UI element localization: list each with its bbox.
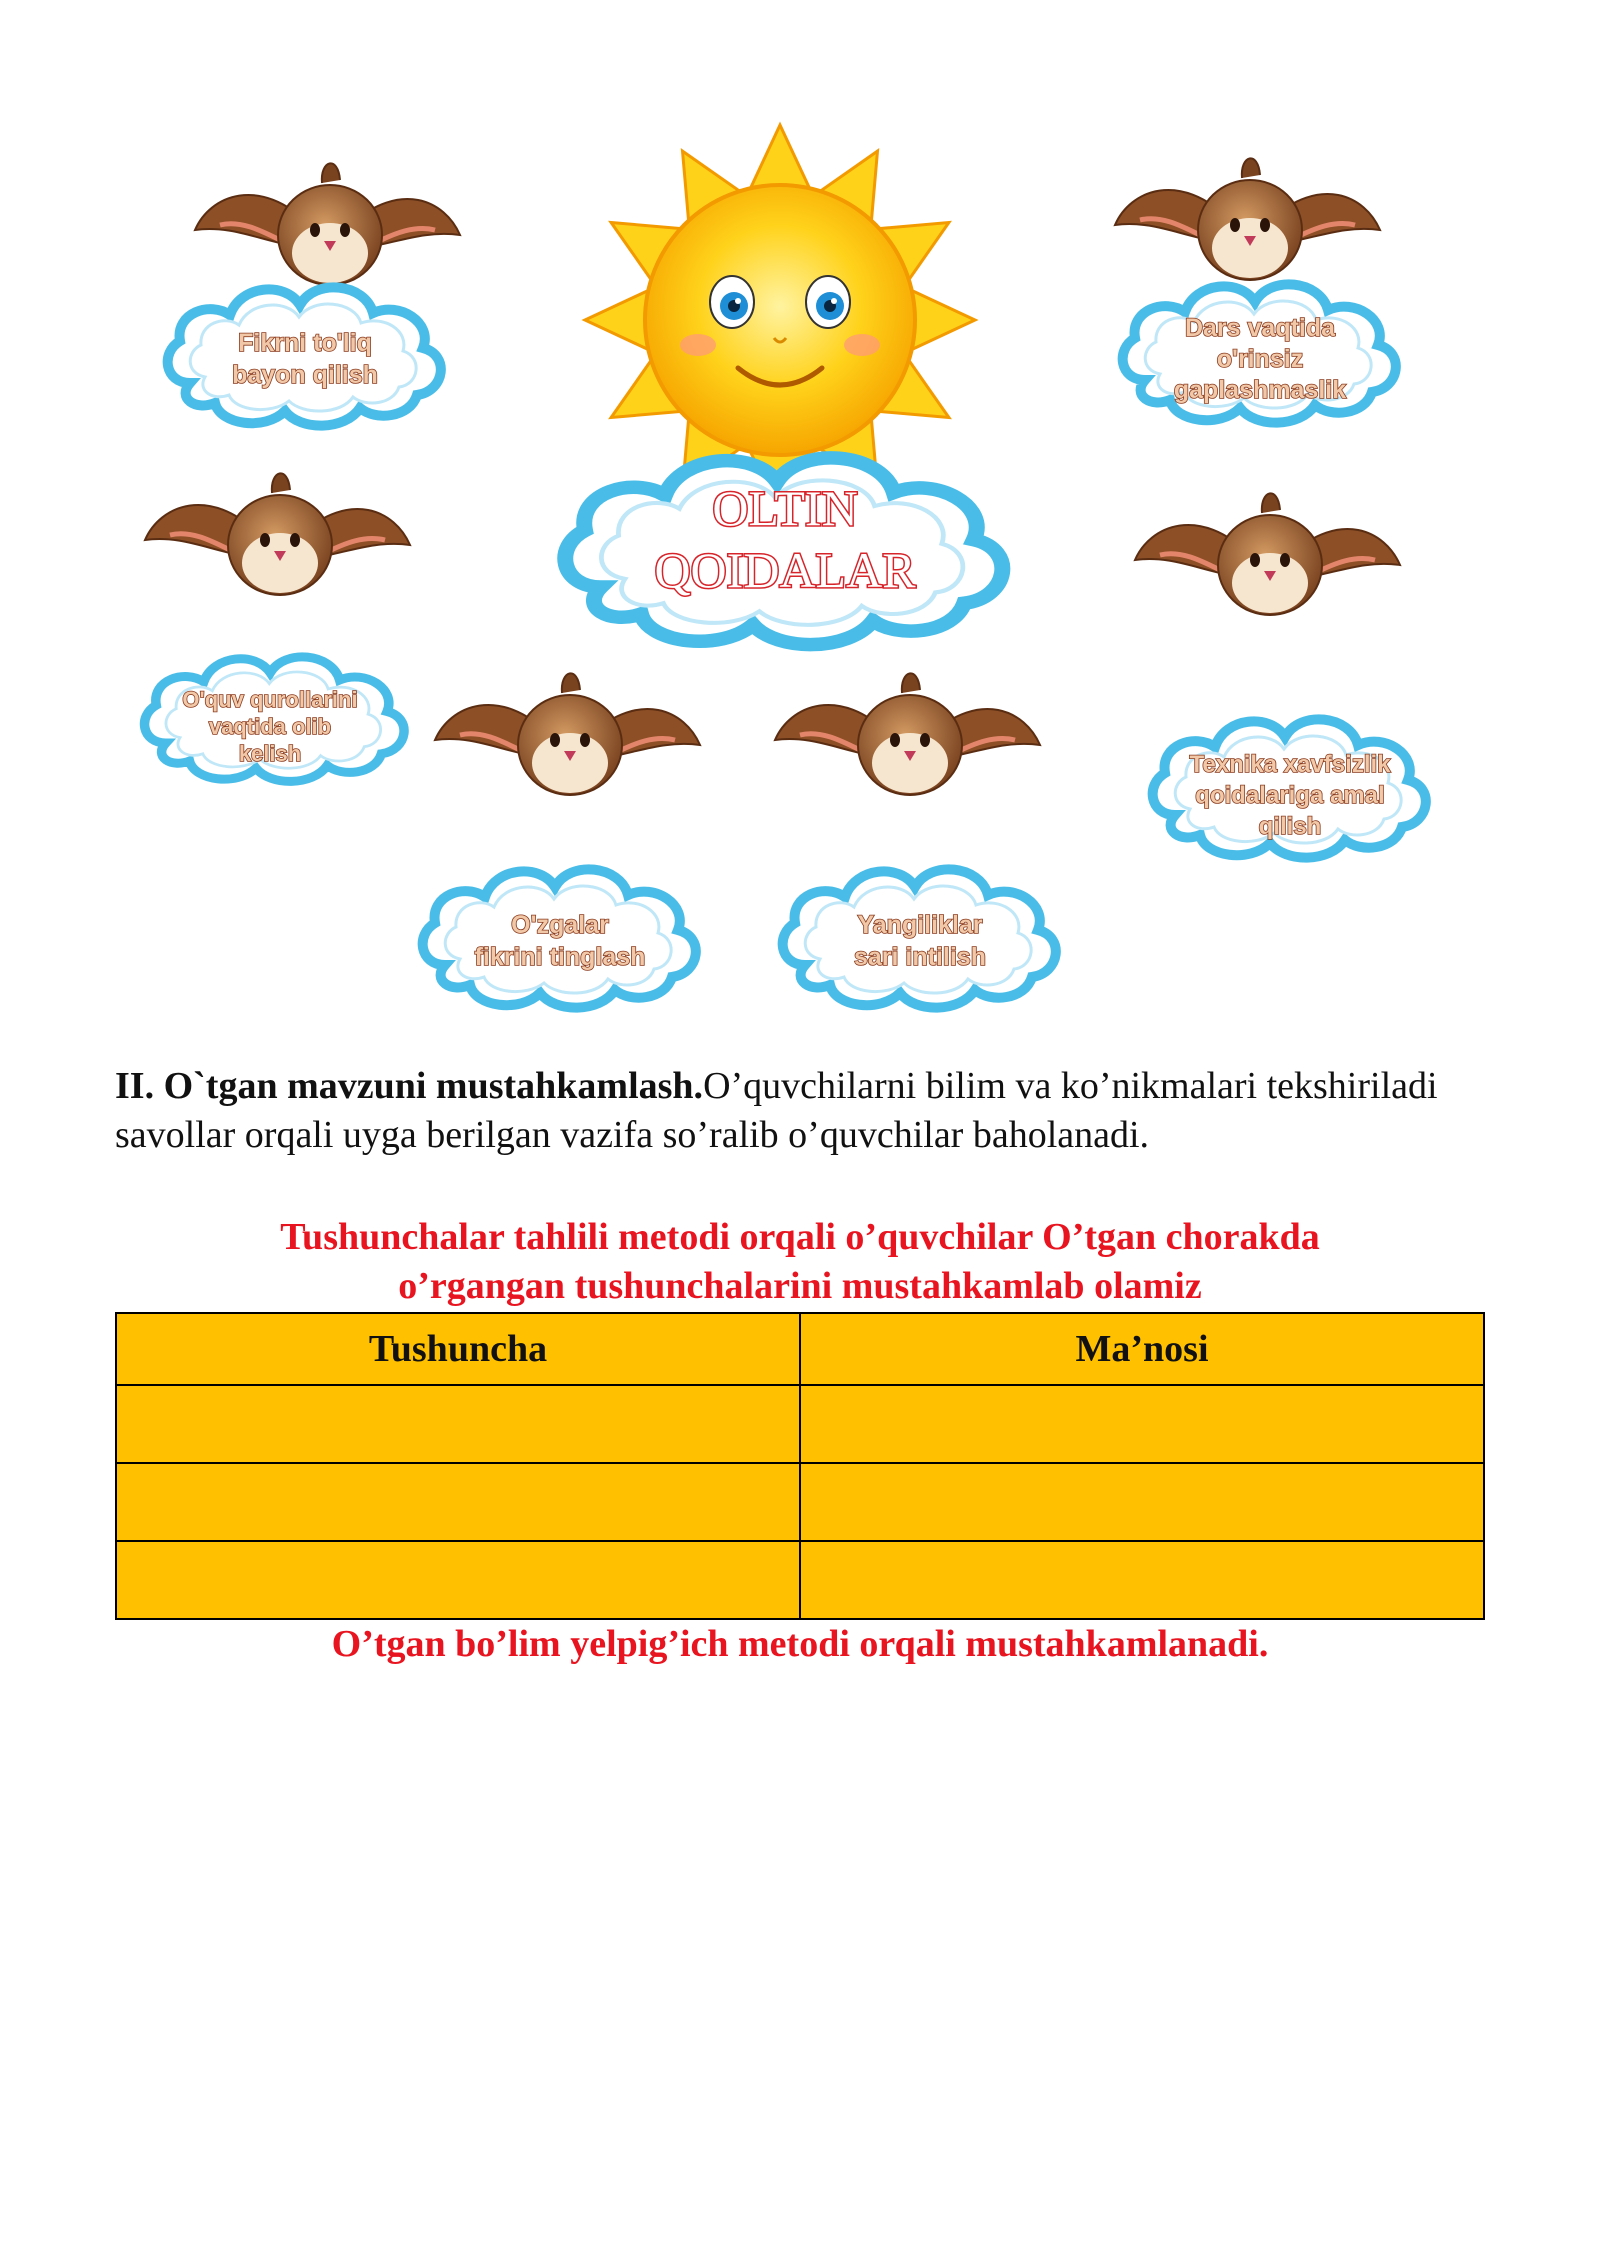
rule-5-line-2: fikrini tinglash (474, 943, 646, 971)
table-header-row (116, 1313, 1484, 1385)
section-paragraph (115, 1062, 1485, 1160)
rule-6-line-2: sari intilish (854, 943, 986, 971)
bird-5 (435, 673, 700, 795)
table-row (116, 1541, 1484, 1619)
table-cell[interactable] (116, 1463, 800, 1541)
rule-1-line-2: bayon qilish (232, 361, 378, 389)
table-cell[interactable] (800, 1463, 1484, 1541)
rule-2-line-2: o'rinsiz (1216, 345, 1304, 373)
column-header-concept: Tushuncha (116, 1313, 800, 1385)
closing-heading: O’tgan bo’lim yelpig’ich metodi orqali mustahkamlanadi. (331, 1623, 1269, 1665)
table-cell[interactable] (800, 1541, 1484, 1619)
rule-3-line-2: vaqtida olib (208, 714, 332, 739)
concepts-heading-line-2: o’rgangan tushunchalarini mustahkamlab olamiz (398, 1265, 1202, 1307)
golden-rules-illustration (130, 105, 1450, 1035)
section-heading: II. O`tgan mavzuni mustahkamlash. (115, 1065, 704, 1107)
table-row (116, 1385, 1484, 1463)
table-cell[interactable] (116, 1541, 800, 1619)
rule-2-line-3: gaplashmaslik (1173, 376, 1347, 404)
bird-6 (775, 673, 1040, 795)
table-row (116, 1463, 1484, 1541)
table-cell[interactable] (800, 1385, 1484, 1463)
rule-5-line-1: O'zgalar (511, 911, 609, 939)
title-line-1: OLTIN (712, 480, 858, 536)
bird-1 (195, 163, 460, 285)
bird-2 (1115, 158, 1380, 280)
bird-3 (145, 473, 410, 595)
bird-4 (1135, 493, 1400, 615)
section-text: O’quvchilarni bilim va ko’nikmalari tekshiriladi savollar orqali uyga berilgan vazifa so’ralib o’quvchilar baholanadi. (115, 1065, 1438, 1156)
rule-4-line-3: qilish (1258, 813, 1322, 840)
column-header-meaning: Ma’nosi (800, 1313, 1484, 1385)
rule-4-line-2: qoidalariga amal (1195, 782, 1385, 809)
rule-6-line-1: Yangiliklar (857, 911, 983, 939)
sun-illustration (585, 125, 975, 515)
concepts-heading-line-1: Tushunchalar tahlili metodi orqali o’quvchilar O’tgan chorakda (280, 1216, 1320, 1258)
rule-3-line-1: O'quv qurollarini (182, 687, 358, 712)
rule-2-line-1: Dars vaqtida (1184, 314, 1336, 342)
title-line-2: QOIDALAR (654, 542, 916, 598)
table-cell[interactable] (116, 1385, 800, 1463)
rule-3-line-3: kelish (238, 741, 302, 766)
concepts-table (115, 1312, 1485, 1620)
concepts-heading (115, 1213, 1485, 1311)
rule-4-line-1: Texnika xavfsizlik (1189, 751, 1391, 778)
rule-1-line-1: Fikrni to'liq (238, 329, 372, 357)
